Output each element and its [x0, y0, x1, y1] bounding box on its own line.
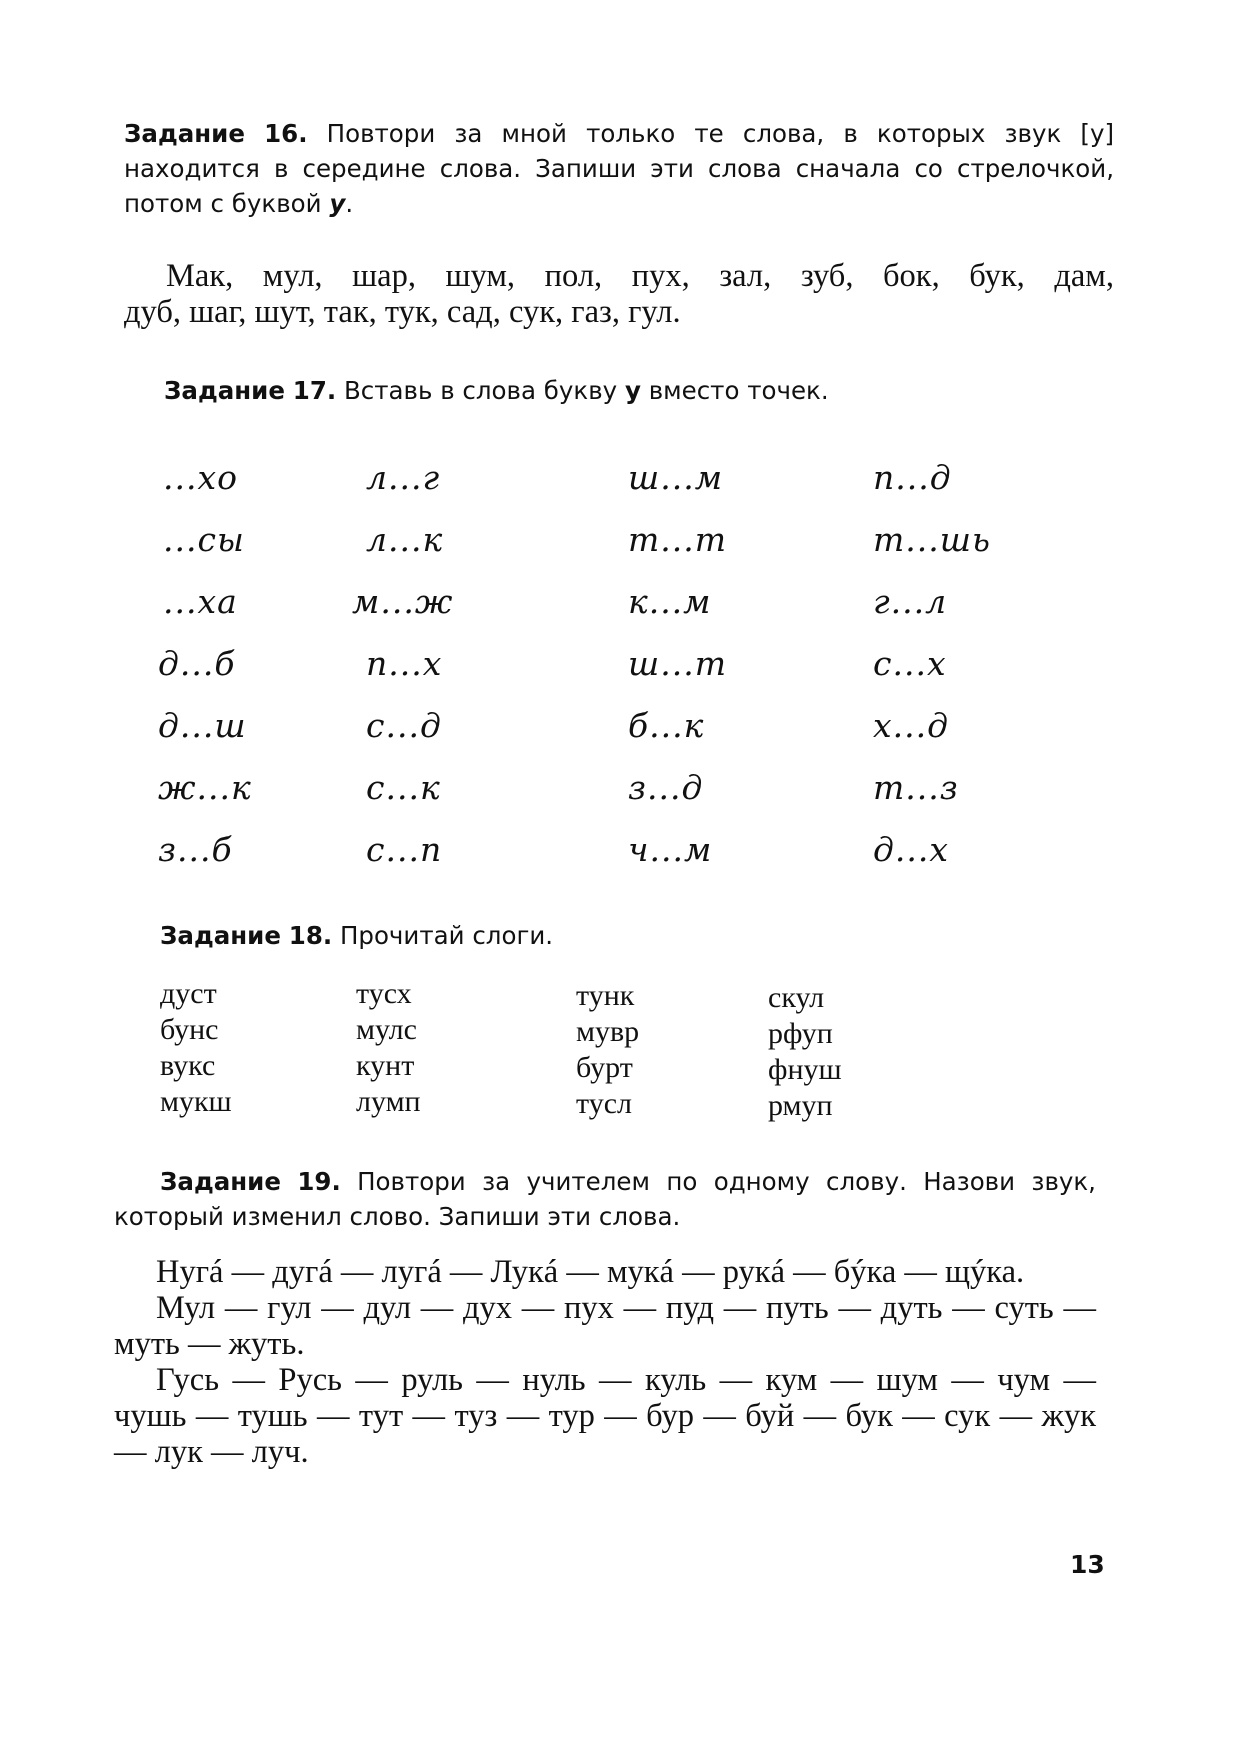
task-19-instruction — [114, 1164, 1096, 1234]
page-number: 13 — [1070, 1550, 1105, 1579]
cursive-word: з...д — [628, 768, 704, 807]
task-18-instruction — [160, 918, 1060, 953]
word-line: дуб, шаг, шут, так, тук, сад, сук, газ, гул. — [124, 294, 681, 330]
cursive-word: л...к — [366, 520, 444, 559]
cursive-word: т...шь — [873, 520, 991, 559]
task-label: Задание — [160, 1167, 281, 1196]
task-number: 17. — [292, 376, 337, 405]
cursive-word: з...б — [158, 830, 233, 869]
task-label: Задание — [164, 376, 285, 405]
cursive-word: х...д — [873, 706, 949, 745]
syllable: бурт — [576, 1051, 633, 1084]
task-text: Прочитай слоги. — [339, 921, 554, 950]
task-19-words — [114, 1254, 1096, 1470]
syllable: рфуп — [768, 1017, 833, 1050]
syllable: мулс — [356, 1013, 417, 1046]
task-17-instruction — [164, 373, 1064, 408]
task-text-end: вместо точек. — [648, 376, 829, 405]
task-number: 16. — [264, 119, 308, 148]
task-16-instruction — [124, 116, 1114, 221]
cursive-word: д...х — [873, 830, 949, 869]
task-label: Задание — [124, 119, 245, 148]
cursive-word: с...к — [366, 768, 441, 807]
cursive-word: ...хо — [163, 458, 238, 497]
cursive-word: д...ш — [158, 706, 247, 745]
syllable: лумп — [356, 1085, 421, 1118]
syllable: вукс — [160, 1049, 216, 1082]
cursive-word: с...х — [873, 644, 947, 683]
cursive-word: с...д — [366, 706, 442, 745]
syllable: мукш — [160, 1085, 232, 1118]
cursive-word: ч...м — [628, 830, 713, 869]
syllable: фнуш — [768, 1053, 842, 1086]
word-line: Мак, мул, шар, шум, пол, пух, зал, зуб, бок, бук, дам, — [166, 258, 1114, 294]
task-number: 18. — [288, 921, 333, 950]
cursive-word: д...б — [158, 644, 236, 683]
cursive-word: г...л — [873, 582, 948, 621]
task-16-words — [124, 258, 1114, 330]
syllable: кунт — [356, 1049, 415, 1082]
task-number: 19. — [297, 1167, 341, 1196]
cursive-word: б...к — [628, 706, 705, 745]
task-text: Повтори за мной только те слова, в которых звук [у] находится в середине слова. Запиши эти слова сначала со стрелочкой, потом с буквой — [124, 119, 1114, 218]
cursive-word: ...ха — [163, 582, 238, 621]
cursive-word: ...сы — [163, 520, 245, 559]
cursive-word: т...т — [628, 520, 728, 559]
word-chain: Нугá — дугá — лугá — Лукá — мукá — рукá — бýка — щýка. — [156, 1254, 1025, 1290]
task-text: Вставь в слова букву — [343, 376, 618, 405]
task-letter: у — [329, 189, 346, 218]
syllable: бунс — [160, 1013, 219, 1046]
syllable: тунк — [576, 979, 635, 1012]
cursive-word: м...ж — [352, 582, 454, 621]
cursive-word: с...п — [366, 830, 443, 869]
syllable: мувр — [576, 1015, 640, 1048]
word-chain: Гусь — Русь — руль — нуль — куль — кум — шум — чум — чушь — тушь — тут — туз — тур — бур — буй — бук — сук — жук — лук — луч. — [114, 1362, 1096, 1470]
syllable: дуст — [160, 977, 217, 1010]
task-letter: у — [624, 376, 641, 405]
word-chain: Мул — гул — дул — дух — пух — пуд — путь — дуть — суть — муть — жуть. — [114, 1290, 1096, 1362]
cursive-word: п...д — [873, 458, 952, 497]
syllable: тусл — [576, 1087, 633, 1120]
cursive-word: ж...к — [158, 768, 252, 807]
task-label: Задание — [160, 921, 281, 950]
cursive-word: ш...м — [628, 458, 724, 497]
cursive-word: ш...т — [628, 644, 728, 683]
syllable: рмуп — [768, 1089, 833, 1122]
task-text-end: . — [345, 189, 354, 218]
task-text: Повтори за учителем по одному слову. Назови звук, который изменил слово. Запиши эти слова. — [114, 1167, 1096, 1231]
syllable: скул — [768, 981, 825, 1014]
cursive-word: к...м — [628, 582, 712, 621]
cursive-word: п...х — [366, 644, 443, 683]
cursive-word: л...г — [366, 458, 441, 497]
syllable: тусх — [356, 977, 412, 1010]
cursive-word: т...з — [873, 768, 959, 807]
